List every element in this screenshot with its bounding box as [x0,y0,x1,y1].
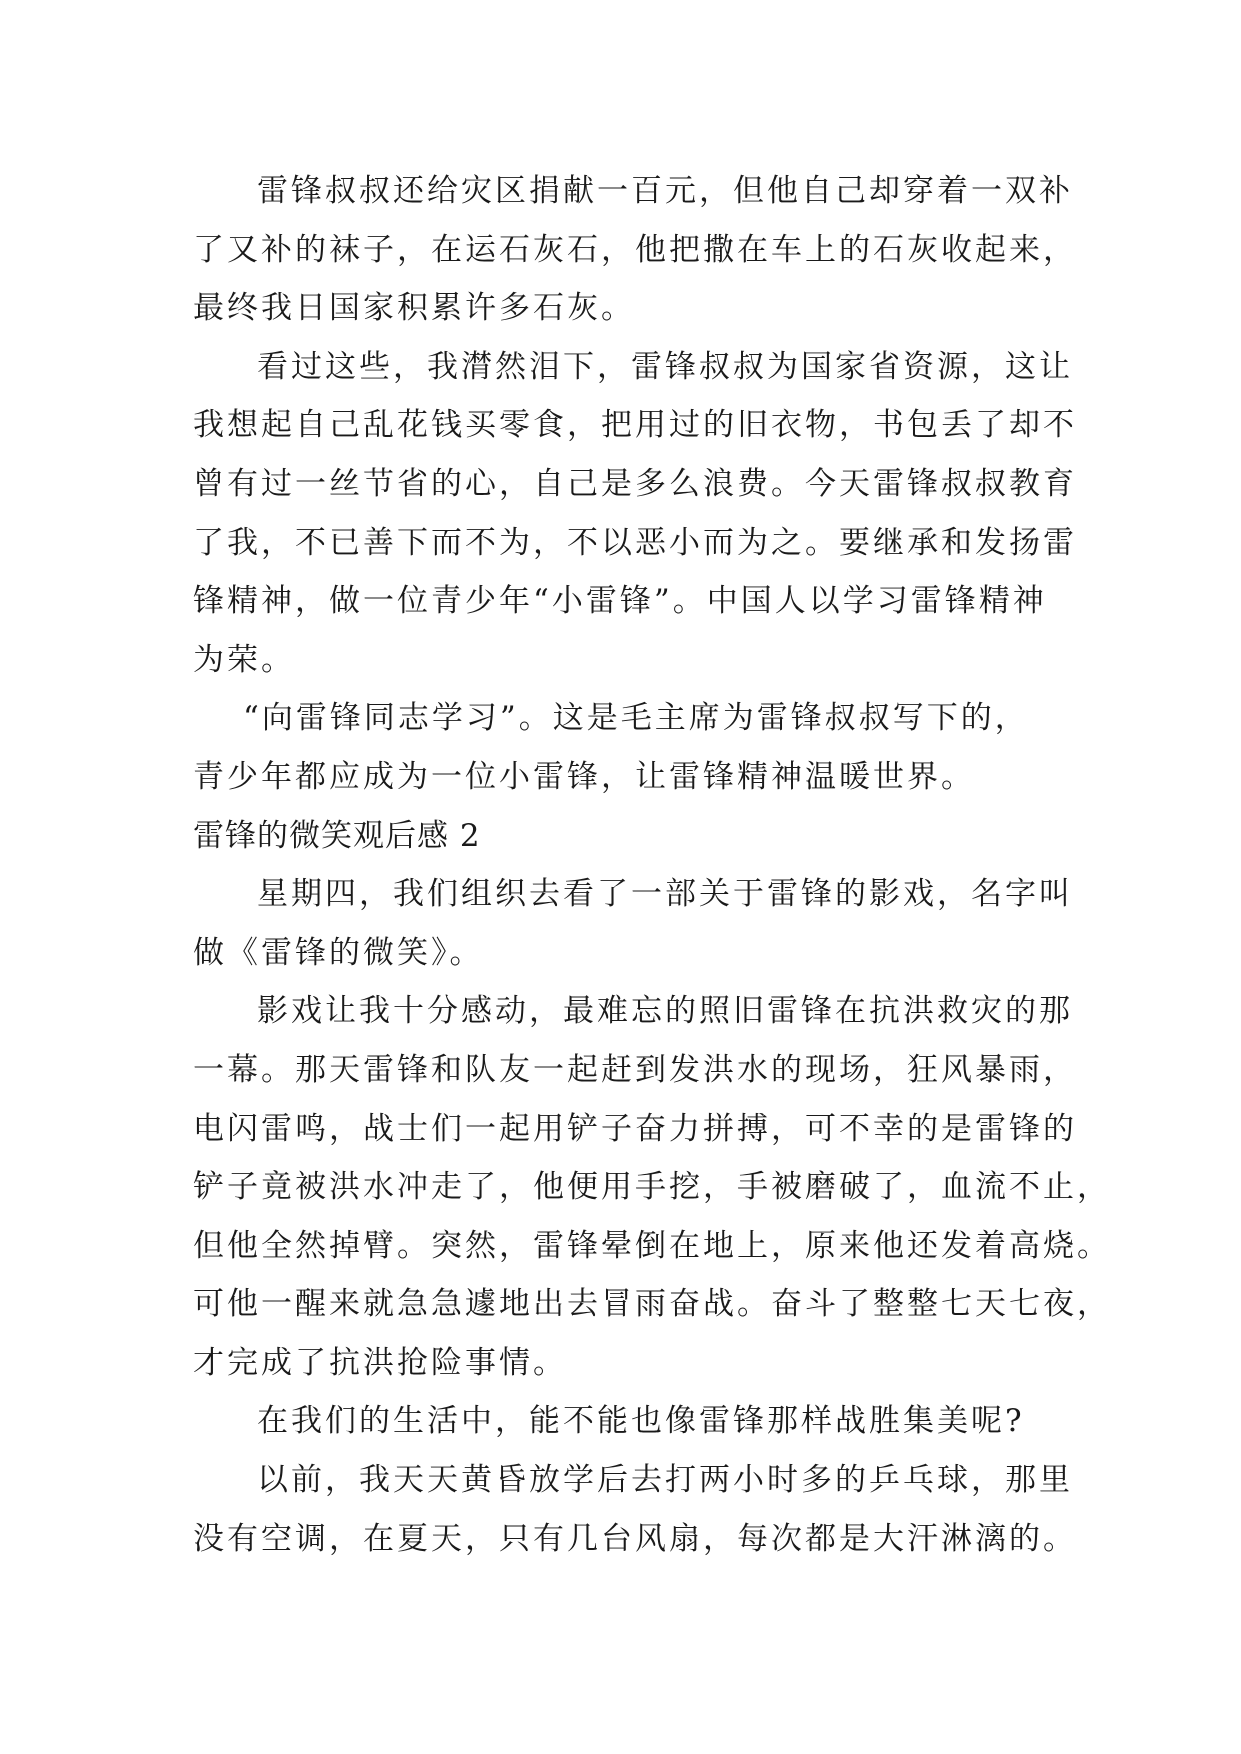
section-heading: 雷锋的微笑观后感 2 [193,817,481,854]
text-line: 我想起自己乱花钱买零食，把用过的旧衣物，书包丢了却不 [193,407,1077,444]
text-line: 一幕。那天雷锋和队友一起赶到发洪水的现场，狂风暴雨， [193,1051,1077,1088]
text-line: 最终我日国家积累许多石灰。 [193,290,635,327]
text-line: 铲子竟被洪水冲走了，他便用手挖，手被磨破了，血流不止， [193,1169,1111,1206]
text-line: 看过这些，我潸然泪下，雷锋叔叔为国家省资源，这让 [257,348,1073,385]
text-line: 在我们的生活中，能不能也像雷锋那样战胜集美呢? [257,1403,1025,1440]
text-line: 青少年都应成为一位小雷锋，让雷锋精神温暖世界。 [193,758,975,795]
text-line: 星期四，我们组织去看了一部关于雷锋的影戏，名字叫 [257,876,1073,913]
text-line: 了又补的袜子，在运石灰石，他把撒在车上的石灰收起来， [193,231,1077,268]
text-line: 了我，不已善下而不为，不以恶小而为之。要继承和发扬雷 [193,524,1077,561]
text-line: 锋精神，做一位青少年“小雷锋”。中国人以学习雷锋精神 [193,583,1047,620]
document-body [193,162,1111,1568]
text-line: 可他一醒来就急急遽地出去冒雨奋战。奋斗了整整七天七夜， [193,1286,1111,1323]
text-line: “向雷锋同志学习”。这是毛主席为雷锋叔叔写下的， [243,700,1029,737]
text-line: 才完成了抗洪抢险事情。 [193,1344,567,1381]
text-line: 影戏让我十分感动，最难忘的照旧雷锋在抗洪救灾的那 [257,993,1073,1030]
text-line: 曾有过一丝节省的心，自己是多么浪费。今天雷锋叔叔教育 [193,465,1077,502]
text-line: 但他全然掉臂。突然，雷锋晕倒在地上，原来他还发着高烧。 [193,1227,1111,1264]
text-line: 做《雷锋的微笑》。 [193,934,484,971]
text-line: 雷锋叔叔还给灾区捐献一百元，但他自己却穿着一双补 [257,173,1073,209]
text-line: 没有空调，在夏天，只有几台风扇，每次都是大汗淋漓的。 [193,1520,1077,1557]
text-line: 为荣。 [193,641,295,678]
text-line: 以前，我天天黄昏放学后去打两小时多的乒乓球，那里 [257,1462,1073,1499]
text-line: 电闪雷鸣，战士们一起用铲子奋力拼搏，可不幸的是雷锋的 [193,1110,1077,1147]
